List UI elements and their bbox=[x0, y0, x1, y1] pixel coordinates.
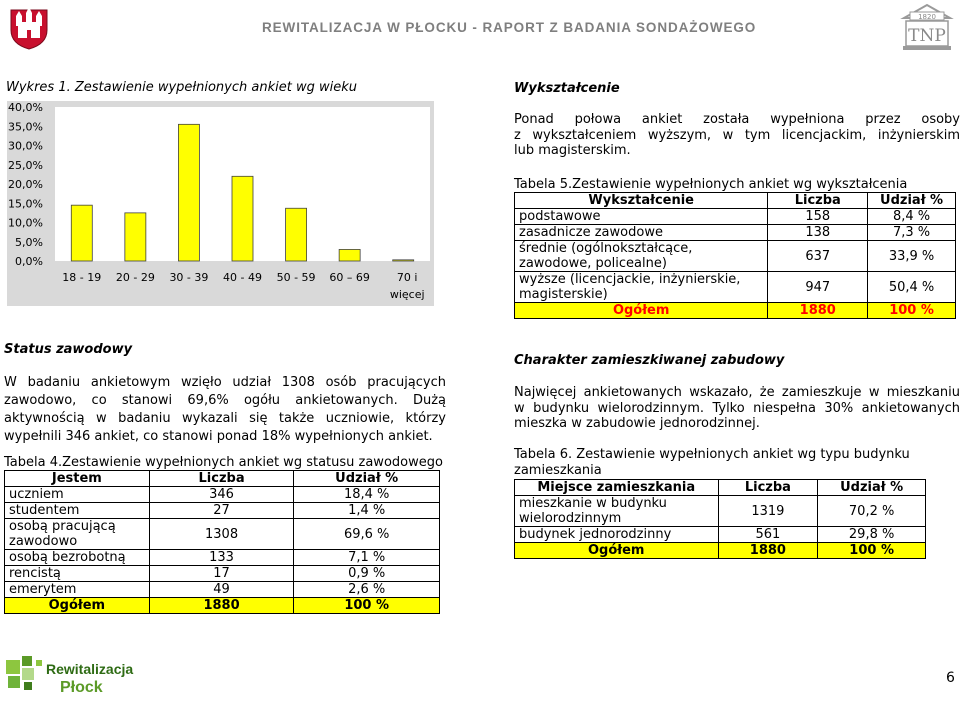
tnp-building-logo-icon bbox=[900, 2, 954, 52]
table-total-cell: 1880 bbox=[718, 543, 818, 559]
housing-table bbox=[514, 479, 926, 559]
status-paragraph bbox=[4, 374, 446, 446]
table-total-cell: 100 % bbox=[868, 303, 956, 319]
housing-paragraph-line: mieszka w zabudowie jednorodzinnej. bbox=[514, 416, 760, 431]
table-row bbox=[5, 550, 440, 566]
y-tick-label: 25,0% bbox=[8, 158, 43, 172]
table-cell: 49 bbox=[149, 582, 294, 598]
table-row bbox=[5, 582, 440, 598]
education-paragraph bbox=[514, 112, 960, 159]
table-cell: 1308 bbox=[149, 519, 294, 550]
housing-paragraph-line: Najwięcej ankietowanych wskazało, że zamieszkuje w mieszkaniu bbox=[514, 385, 960, 400]
x-tick-label: więcej bbox=[389, 288, 425, 301]
table-cell: 138 bbox=[768, 225, 868, 241]
table-row bbox=[5, 487, 440, 503]
table-total-row bbox=[5, 598, 440, 614]
table-row bbox=[515, 272, 956, 303]
table-cell: 33,9 % bbox=[868, 241, 956, 272]
table-cell: średnie (ogólnokształcące, zawodowe, policealne) bbox=[515, 241, 768, 272]
report-header-title: REWITALIZACJA W PŁOCKU - RAPORT Z BADANIA SONDAŻOWEGO bbox=[262, 20, 757, 35]
education-paragraph-line: z wykształceniem wyższym, w tym licencjackim, inżynierskim bbox=[514, 127, 960, 143]
table-cell: uczniem bbox=[5, 487, 150, 503]
footer-logo-line1: Rewitalizacja bbox=[46, 661, 134, 677]
table-cell: osobą bezrobotną bbox=[5, 550, 150, 566]
housing-heading: Charakter zamieszkiwanej zabudowy bbox=[514, 353, 785, 368]
y-tick-label: 20,0% bbox=[8, 178, 43, 191]
table-cell: 27 bbox=[149, 503, 294, 519]
bar-4 bbox=[286, 208, 307, 261]
table-total-cell: 100 % bbox=[294, 598, 440, 614]
table-header-cell: Miejsce zamieszkania bbox=[515, 480, 719, 496]
table-cell: emerytem bbox=[5, 582, 150, 598]
bar-1 bbox=[125, 213, 146, 261]
table-row bbox=[515, 496, 926, 527]
table-cell: zasadnicze zawodowe bbox=[515, 225, 768, 241]
y-tick-label: 30,0% bbox=[8, 139, 43, 153]
table-cell: 1319 bbox=[718, 496, 818, 527]
table-cell: osobą pracującą zawodowo bbox=[5, 519, 150, 550]
x-tick-label: 60 – 69 bbox=[329, 271, 370, 284]
x-tick-label: 50 - 59 bbox=[276, 271, 316, 284]
plock-coat-of-arms-icon bbox=[8, 4, 50, 50]
table6-caption-line: zamieszkania bbox=[514, 463, 602, 478]
bar-0 bbox=[71, 205, 92, 261]
table-cell: 2,6 % bbox=[294, 582, 440, 598]
table-row bbox=[515, 241, 956, 272]
table-row bbox=[5, 519, 440, 550]
table-cell: wyższe (licencjackie, inżynierskie, magisterskie) bbox=[515, 272, 768, 303]
table4-caption: Tabela 4.Zestawienie wypełnionych ankiet wg statusu zawodowego bbox=[4, 455, 443, 470]
education-paragraph-line: lub magisterskim. bbox=[514, 143, 631, 158]
page-number: 6 bbox=[946, 670, 955, 686]
table-cell: 947 bbox=[768, 272, 868, 303]
table-header-cell: Udział % bbox=[294, 471, 440, 487]
logo-year: 1820 bbox=[918, 13, 936, 21]
table-cell: 7,3 % bbox=[868, 225, 956, 241]
table-total-cell: Ogółem bbox=[5, 598, 150, 614]
table-header-cell: Jestem bbox=[5, 471, 150, 487]
status-paragraph-line: W badaniu ankietowym wzięło udział 1308 osób pracujących bbox=[4, 375, 446, 390]
table-cell: 17 bbox=[149, 566, 294, 582]
y-tick-label: 0,0% bbox=[15, 255, 43, 268]
age-bar-chart bbox=[7, 101, 434, 306]
table-total-cell: 100 % bbox=[818, 543, 926, 559]
table-total-cell: 1880 bbox=[149, 598, 294, 614]
y-tick-label: 35,0% bbox=[8, 120, 43, 134]
table-total-cell: 1880 bbox=[768, 303, 868, 319]
table-total-row bbox=[515, 303, 956, 319]
table6-caption bbox=[514, 447, 910, 479]
bar-2 bbox=[178, 124, 199, 261]
table-header-cell: Liczba bbox=[718, 480, 818, 496]
table-cell: studentem bbox=[5, 503, 150, 519]
logo-text: TNP bbox=[908, 26, 946, 46]
housing-paragraph-line: w budynku wielorodzinnym. Tylko niespełna 30% ankietowanych bbox=[514, 400, 960, 416]
table-cell: 158 bbox=[768, 209, 868, 225]
education-table bbox=[514, 192, 956, 319]
rewitalizacja-plock-logo-icon bbox=[2, 654, 142, 698]
table-header-cell: Udział % bbox=[868, 193, 956, 209]
x-tick-label: 18 - 19 bbox=[62, 271, 102, 284]
table-row bbox=[5, 503, 440, 519]
y-tick-label: 40,0% bbox=[8, 101, 43, 114]
table-cell: 70,2 % bbox=[818, 496, 926, 527]
x-tick-label: 30 - 39 bbox=[169, 271, 209, 284]
y-tick-label: 10,0% bbox=[8, 216, 43, 230]
table-cell: podstawowe bbox=[515, 209, 768, 225]
status-paragraph-line: aktywnością w badaniu wykazali się także uczniowie, którzy bbox=[4, 411, 446, 426]
education-paragraph-line: Ponad połowa ankiet została wypełniona przez osoby bbox=[514, 112, 960, 127]
table-cell: budynek jednorodzinny bbox=[515, 527, 719, 543]
table-header-cell: Liczba bbox=[768, 193, 868, 209]
table-header-cell: Liczba bbox=[149, 471, 294, 487]
table-cell: mieszkanie w budynku wielorodzinnym bbox=[515, 496, 719, 527]
table5-caption: Tabela 5.Zestawienie wypełnionych ankiet wg wykształcenia bbox=[514, 177, 908, 192]
status-heading: Status zawodowy bbox=[4, 342, 133, 357]
table-total-row bbox=[515, 543, 926, 559]
table-cell: 1,4 % bbox=[294, 503, 440, 519]
bar-5 bbox=[339, 249, 360, 261]
table-total-cell: Ogółem bbox=[515, 303, 768, 319]
table-row bbox=[515, 225, 956, 241]
table-cell: 133 bbox=[149, 550, 294, 566]
table-row bbox=[515, 527, 926, 543]
table-cell: 8,4 % bbox=[868, 209, 956, 225]
table-row bbox=[5, 566, 440, 582]
housing-paragraph bbox=[514, 385, 960, 432]
table-cell: 7,1 % bbox=[294, 550, 440, 566]
status-paragraph-line: wypełnili 346 ankiet, co stanowi ponad 18% wypełnionych ankiet. bbox=[4, 429, 433, 444]
status-table bbox=[4, 470, 440, 614]
table-header-cell: Udział % bbox=[818, 480, 926, 496]
table-cell: 637 bbox=[768, 241, 868, 272]
table-cell: rencistą bbox=[5, 566, 150, 582]
table-header-cell: Wykształcenie bbox=[515, 193, 768, 209]
x-tick-label: 70 i bbox=[396, 271, 418, 284]
x-tick-label: 20 - 29 bbox=[115, 271, 155, 284]
footer-logo-line2: Płock bbox=[60, 679, 103, 696]
bar-6 bbox=[393, 260, 414, 261]
table-cell: 29,8 % bbox=[818, 527, 926, 543]
table-cell: 50,4 % bbox=[868, 272, 956, 303]
bar-3 bbox=[232, 176, 253, 261]
table-row bbox=[515, 209, 956, 225]
table-total-cell: Ogółem bbox=[515, 543, 719, 559]
table-cell: 561 bbox=[718, 527, 818, 543]
x-tick-label: 40 - 49 bbox=[223, 271, 262, 284]
table-cell: 346 bbox=[149, 487, 294, 503]
education-heading: Wykształcenie bbox=[514, 81, 620, 96]
table-cell: 18,4 % bbox=[294, 487, 440, 503]
table6-caption-line: Tabela 6. Zestawienie wypełnionych ankiet wg typu budynku bbox=[514, 447, 910, 462]
status-paragraph-line: zawodowo, co stanowi 69,6% ogółu ankietowanych. Dużą bbox=[4, 393, 446, 408]
y-tick-label: 15,0% bbox=[8, 197, 43, 211]
y-tick-label: 5,0% bbox=[15, 235, 43, 249]
table-cell: 0,9 % bbox=[294, 566, 440, 582]
chart-caption: Wykres 1. Zestawienie wypełnionych ankiet wg wieku bbox=[6, 80, 357, 95]
table-cell: 69,6 % bbox=[294, 519, 440, 550]
